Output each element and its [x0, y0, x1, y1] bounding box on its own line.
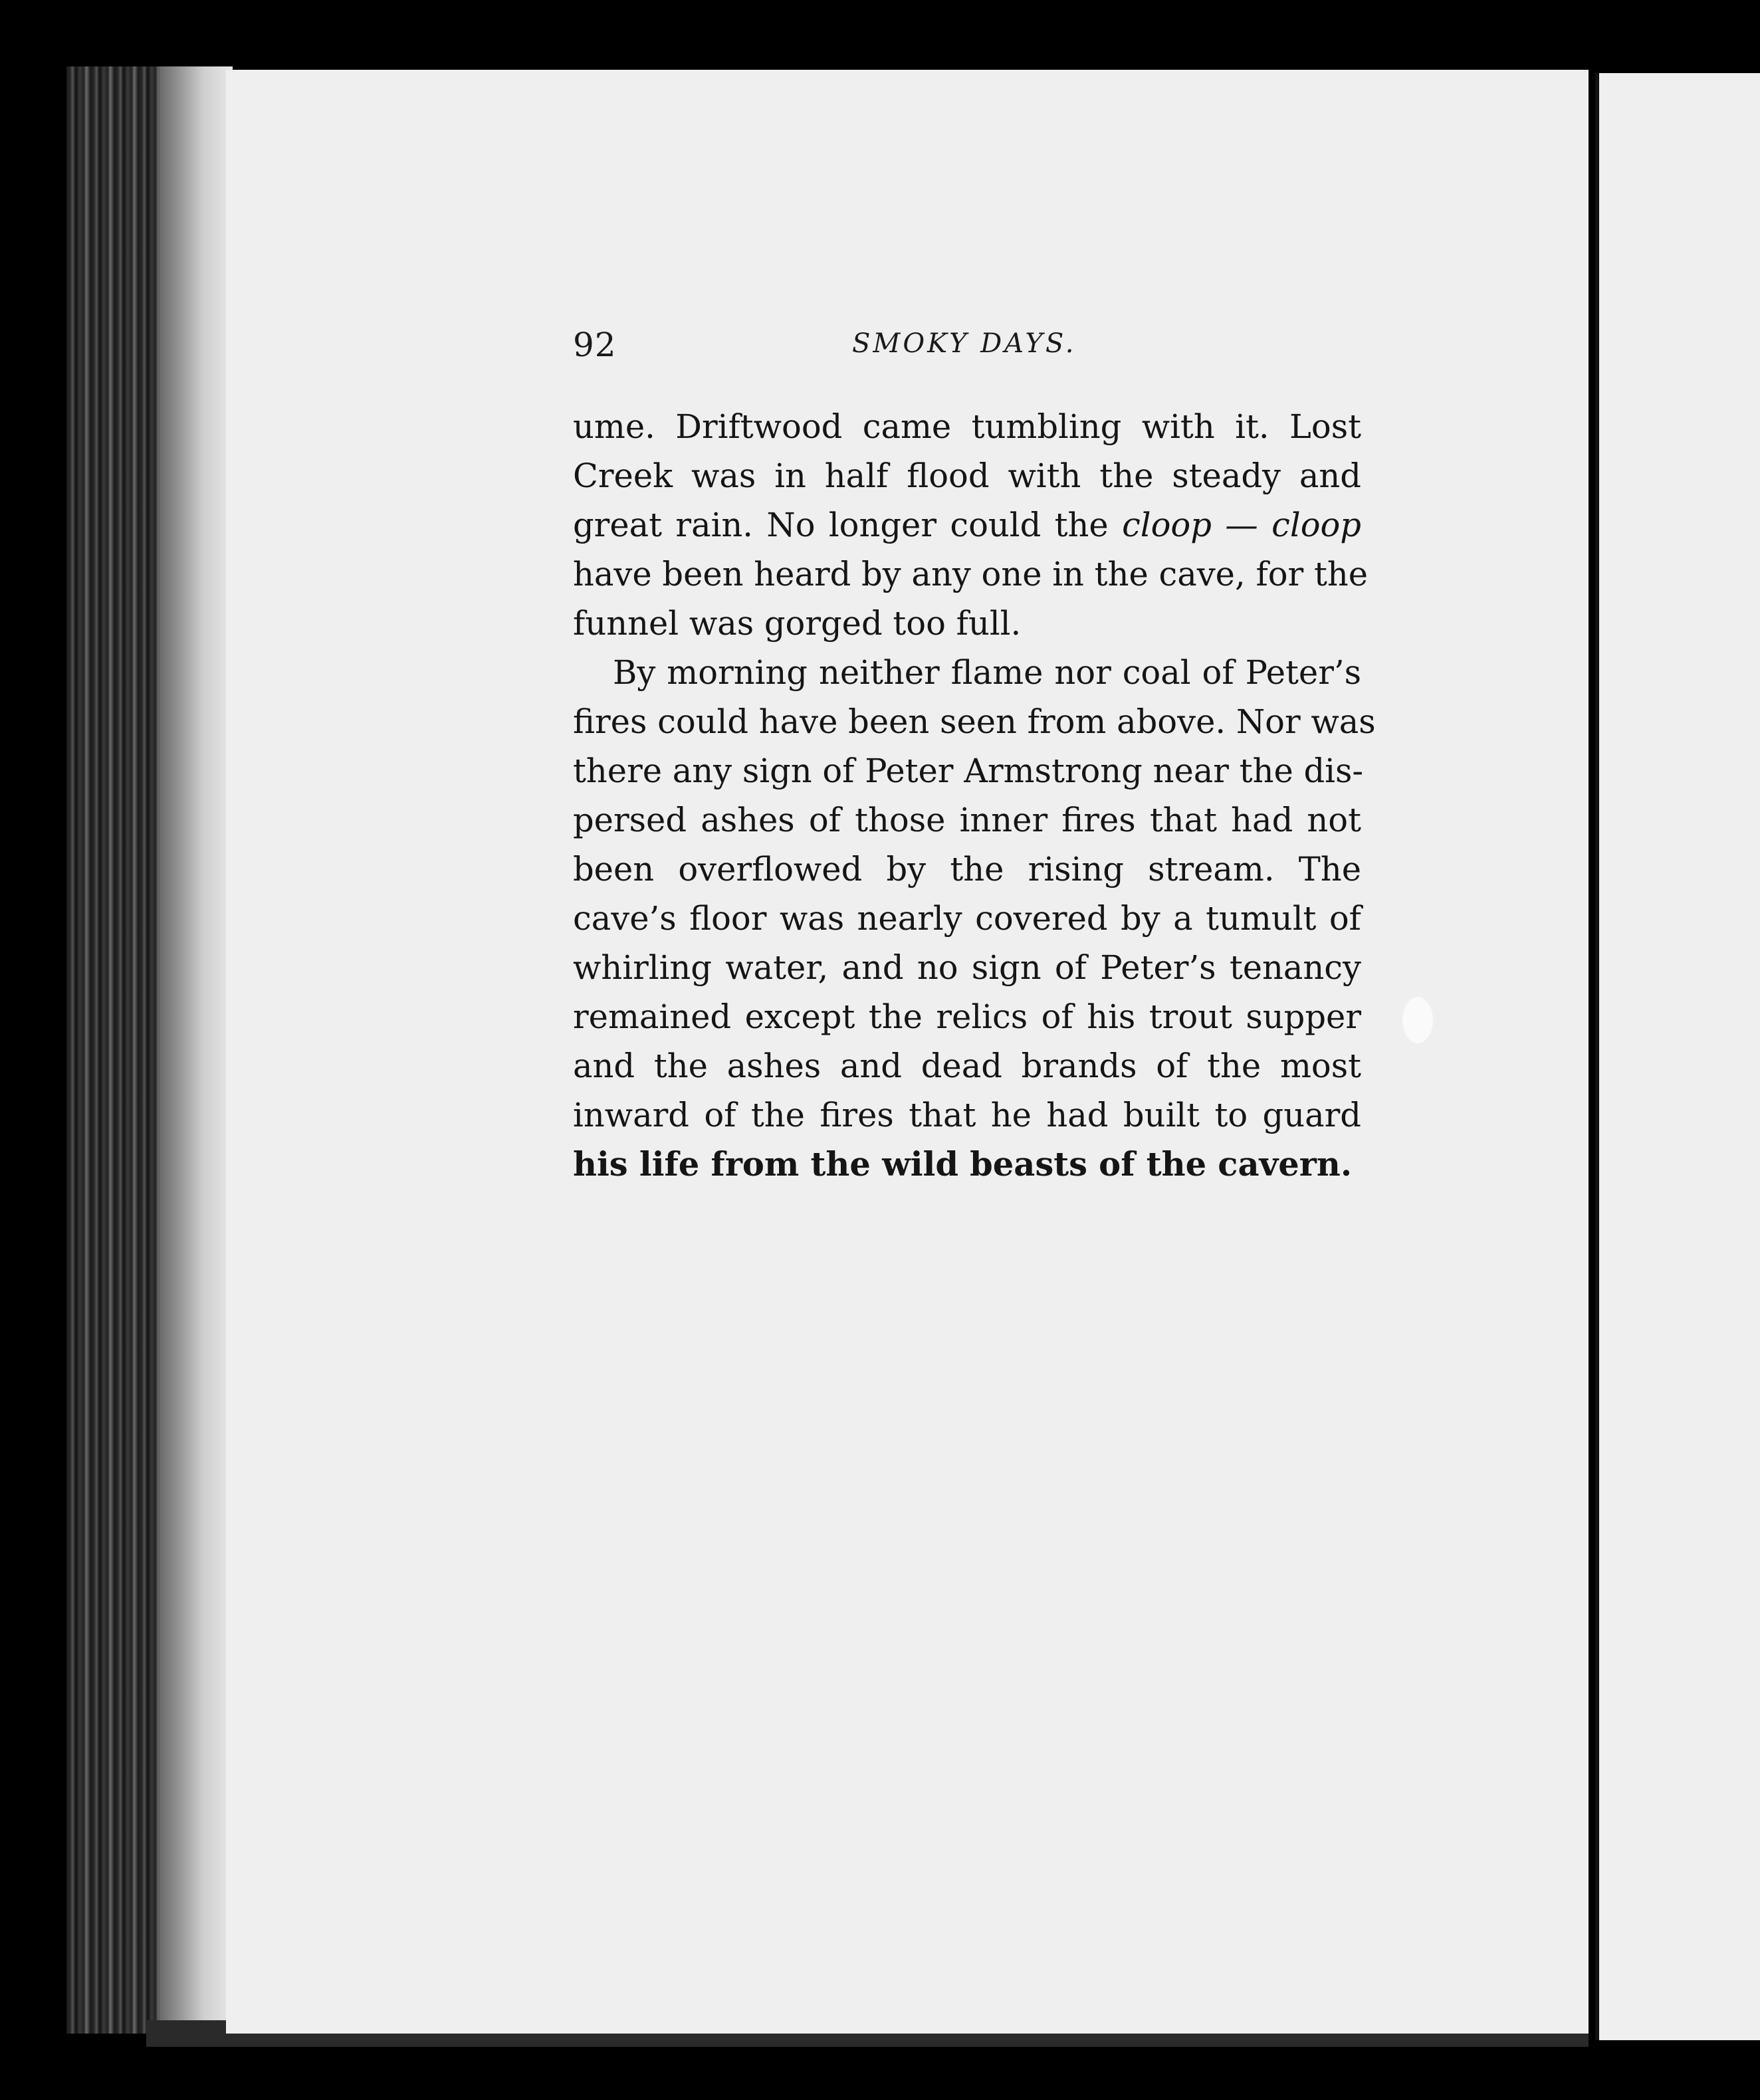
text-line: Creek was in half flood with the steady and	[573, 457, 1361, 495]
text-line: funnel was gorged too full.	[573, 604, 1022, 643]
facing-page-edge	[1595, 73, 1760, 2040]
text-line: his life from the wild beasts of the cavern.	[573, 1145, 1353, 1184]
text-line: have been heard by any one in the cave, for the	[573, 555, 1369, 593]
page-number: 92	[573, 326, 617, 364]
text-line: inward of the fires that he had built to guard	[573, 1096, 1361, 1134]
text-line-start: great rain. No longer could the	[573, 506, 1123, 544]
paragraph-1	[573, 402, 1369, 648]
text-line: fires could have been seen from above. Nor was	[573, 702, 1376, 741]
text-line: cave’s floor was nearly covered by a tumult of	[573, 899, 1361, 938]
body-text	[573, 402, 1376, 1189]
italic-phrase: cloop — cloop	[1122, 506, 1361, 544]
text-line: ume. Driftwood came tumbling with it. Lost	[573, 407, 1361, 446]
page-header	[573, 326, 1357, 366]
text-line: remained except the relics of his trout supper	[573, 998, 1361, 1036]
book-page-edges	[66, 66, 233, 2034]
text-line: persed ashes of those inner fires that had not	[573, 801, 1361, 839]
text-line: been overflowed by the rising stream. The	[573, 850, 1361, 889]
running-head: SMOKY DAYS.	[852, 328, 1077, 359]
text-line: whirling water, and no sign of Peter’s tenancy	[573, 948, 1361, 987]
paragraph-2	[573, 648, 1376, 1189]
scan-speck	[1402, 997, 1433, 1043]
text-line: there any sign of Peter Armstrong near the dis-	[573, 752, 1364, 790]
text-line: By morning neither flame nor coal of Peter’s	[613, 653, 1361, 692]
text-line	[573, 500, 1361, 550]
text-line: and the ashes and dead brands of the most	[573, 1047, 1361, 1085]
